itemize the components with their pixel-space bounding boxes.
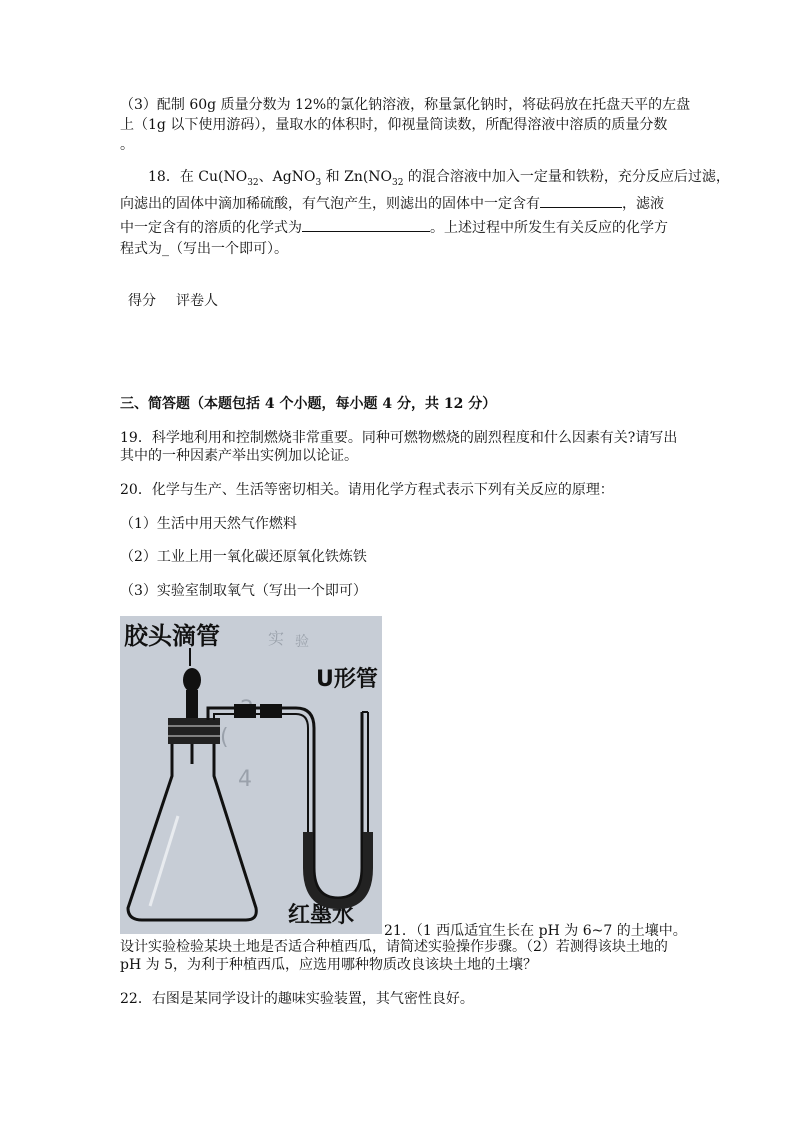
q18-line1: 18．在 $Cu(NO_{32}$、AgNO$_3$ 和 $Zn(NO_{32}$ 的混合溶液中加入一定量和铁粉，充分反应后过滤，: [148, 169, 730, 188]
section-3-title: 三、简答题（本题包括 4 个小题，每小题 4 分，共 12 分）: [120, 396, 497, 412]
rubber-stopper: [168, 718, 220, 744]
q18-line4: 程式为_（写出一个即可）。: [120, 241, 288, 257]
q19-line2: 其中的一种因素产举出实例加以论证。: [120, 448, 358, 464]
faint-bg-mark-3: (: [220, 725, 229, 750]
q21-line3: pH 为 5，为利于种植西瓜，应选用哪种物质改良该块土地的土壤？: [120, 957, 537, 973]
q17-3-line1: （3）配制 60g 质量分数为 12%的氯化钠溶液，称量氯化钠时，将砝码放在托盘天平的左盘: [120, 97, 691, 113]
q18-line3: 中一定含有的溶质的化学式为 。上述过程中所发生有关反应的化学方: [120, 217, 668, 237]
faint-bg-mark-2: 验: [295, 634, 309, 650]
q19-line1: 19．科学地利用和控制燃烧非常重要。同种可燃物燃烧的剧烈程度和什么因素有关?请写出: [120, 430, 678, 446]
experiment-apparatus-figure: [120, 616, 382, 934]
q20-item3: （3）实验室制取氧气（写出一个即可）: [120, 583, 367, 599]
label-u-tube: U形管: [316, 667, 378, 692]
q20-item1: （1）生活中用天然气作燃料: [120, 516, 297, 532]
q18-line2: 向滤出的固体中滴加稀硫酸，有气泡产生，则滤出的固体中一定含有 ，滤液: [120, 193, 664, 213]
faint-bg-mark-5: 4: [238, 767, 252, 792]
dropper-neck: [186, 690, 198, 718]
q20-item2: （2）工业上用一氧化碳还原氧化铁炼铁: [120, 549, 367, 565]
label-dropper: 胶头滴管: [124, 622, 220, 650]
q17-3-line2: 上（1g 以下使用游码），量取水的体积时，仰视量筒读数，所配得溶液中溶质的质量分数: [120, 117, 668, 133]
tube-joint-2: [260, 704, 282, 718]
answer-blank-formula[interactable]: [302, 217, 430, 232]
label-red-ink: 红墨水: [288, 903, 355, 928]
q17-3-line3: 。: [120, 137, 134, 153]
q20-line1: 20．化学与生产、生活等密切相关。请用化学方程式表示下列有关反应的原理：: [120, 482, 614, 498]
answer-blank-solid[interactable]: [540, 193, 622, 208]
q21-line1: 21．（1 西瓜适宜生长在 pH 为 6~7 的土壤中。: [384, 923, 687, 939]
dropper-bulb: [183, 668, 201, 692]
faint-bg-mark: 实: [268, 629, 285, 648]
tube-joint-1: [234, 704, 256, 718]
q22-line1: 22．右图是某同学设计的趣味实验装置，其气密性良好。: [120, 991, 474, 1007]
reviewer-label: 评卷人: [176, 293, 218, 309]
q21-line2: 设计实验检验某块土地是否适合种植西瓜，请简述实验操作步骤。（2）若测得该块土地的: [120, 939, 668, 955]
score-label: 得分: [128, 293, 156, 309]
